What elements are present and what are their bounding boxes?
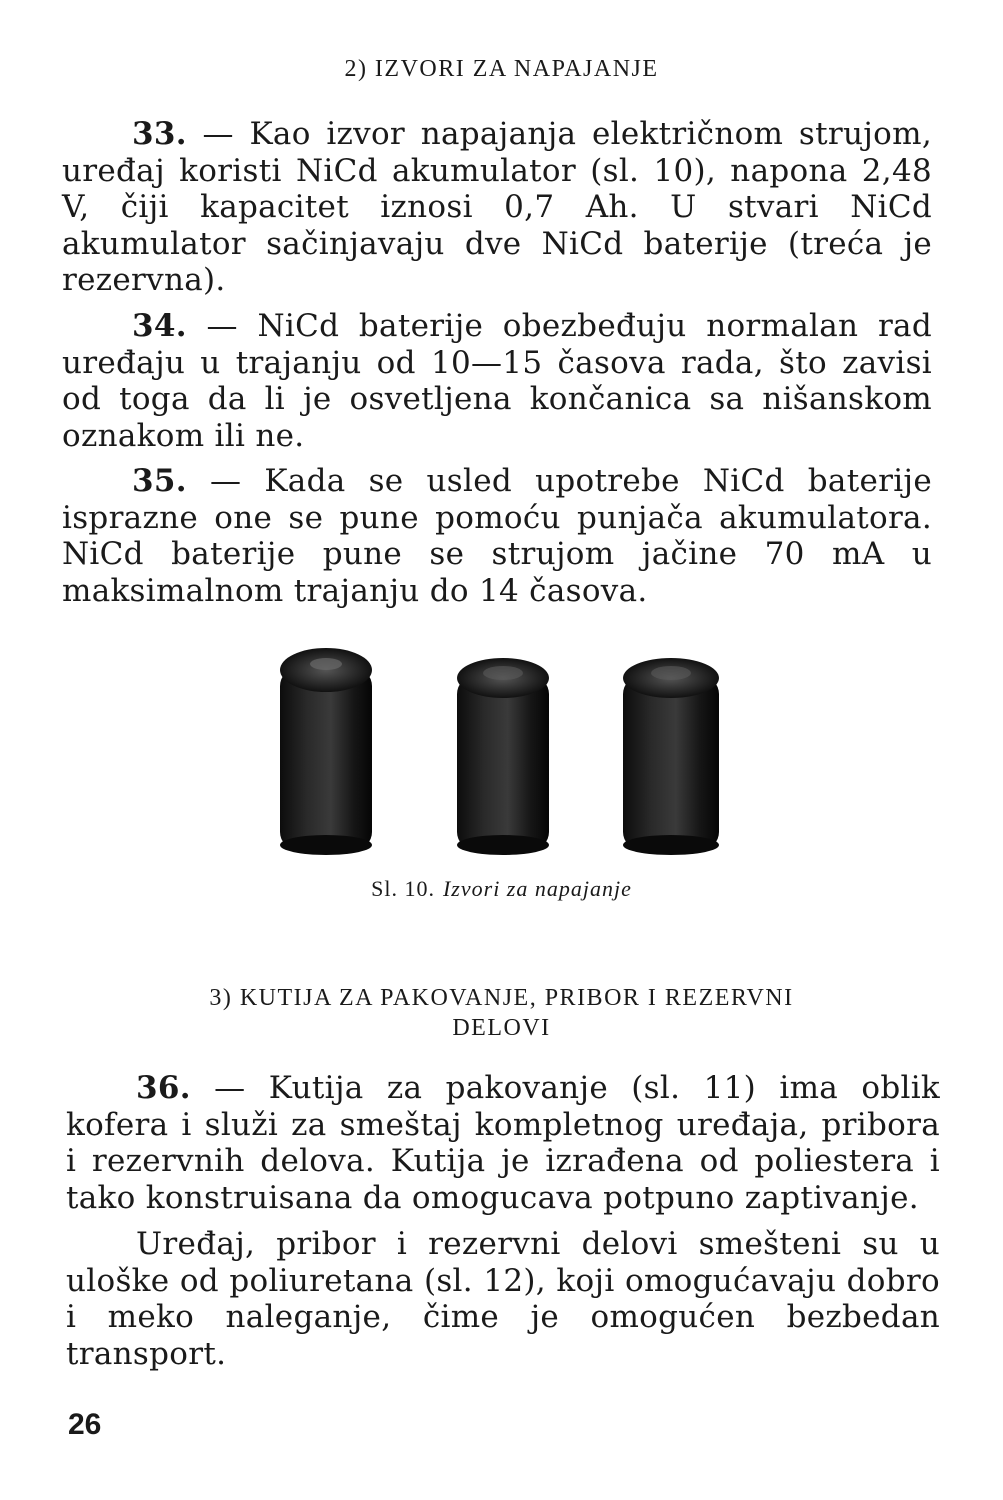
battery-figure xyxy=(270,640,740,860)
paragraph-35 xyxy=(62,463,932,609)
battery-cell-icon xyxy=(457,658,549,855)
figure-label: Sl. 10. xyxy=(371,876,435,901)
paragraph-text: — Kao izvor napajanja električnom strujom, uređaj koristi NiCd akumulator (sl. 10), napona 2,48 V, čiji kapacitet iznosi 0,7 Ah. U stvari NiCd akumulator sačinjavaju dve NiCd baterije (treća je rezervna). xyxy=(62,116,932,298)
paragraph-equipment-inserts: Uređaj, pribor i rezervni delovi smešteni su u uloške od poliuretana (sl. 12), koji omogućavaju dobro i meko naleganje, čime je omogućen bezbedan transport. xyxy=(66,1226,940,1372)
battery-cell-icon xyxy=(280,648,372,855)
paragraph-text: — Kutija za pakovanje (sl. 11) ima oblik kofera i služi za smeštaj kompletnog uređaja, pribora i rezervnih delova. Kutija je izrađena od poliestera i tako konstruisana da omogucava potpuno zaptivanje. xyxy=(66,1070,940,1216)
battery-cell-icon xyxy=(623,658,719,855)
paragraph-text: — NiCd baterije obezbeđuju normalan rad uređaju u trajanju od 10—15 časova rada, što zavisi od toga da li je osvetljena končanica sa nišanskom oznakom ili ne. xyxy=(62,308,932,454)
paragraph-number: 34. xyxy=(132,308,187,344)
section-heading-power-sources: 2) IZVORI ZA NAPAJANJE xyxy=(344,56,659,82)
section-heading-line: 3) KUTIJA ZA PAKOVANJE, PRIBOR I REZERVNI xyxy=(209,985,794,1011)
paragraph-number: 33. xyxy=(132,116,187,152)
figure-caption xyxy=(0,876,1003,902)
section-heading-packaging xyxy=(0,983,1003,1043)
paragraph-number: 35. xyxy=(132,463,187,499)
paragraph-33 xyxy=(62,116,932,299)
paragraph-text: — Kada se usled upotrebe NiCd baterije isprazne one se pune pomoću punjača akumulatora. NiCd baterije pune se strujom jačine 70 mA u maksimalnom trajanju do 14 časova. xyxy=(62,463,932,609)
paragraph-34 xyxy=(62,308,932,454)
paragraph-number: 36. xyxy=(136,1070,191,1106)
paragraph-36 xyxy=(66,1070,940,1216)
figure-title: Izvori za napajanje xyxy=(442,876,632,901)
section-heading-line: DELOVI xyxy=(452,1015,551,1041)
page-number: 26 xyxy=(68,1408,102,1441)
